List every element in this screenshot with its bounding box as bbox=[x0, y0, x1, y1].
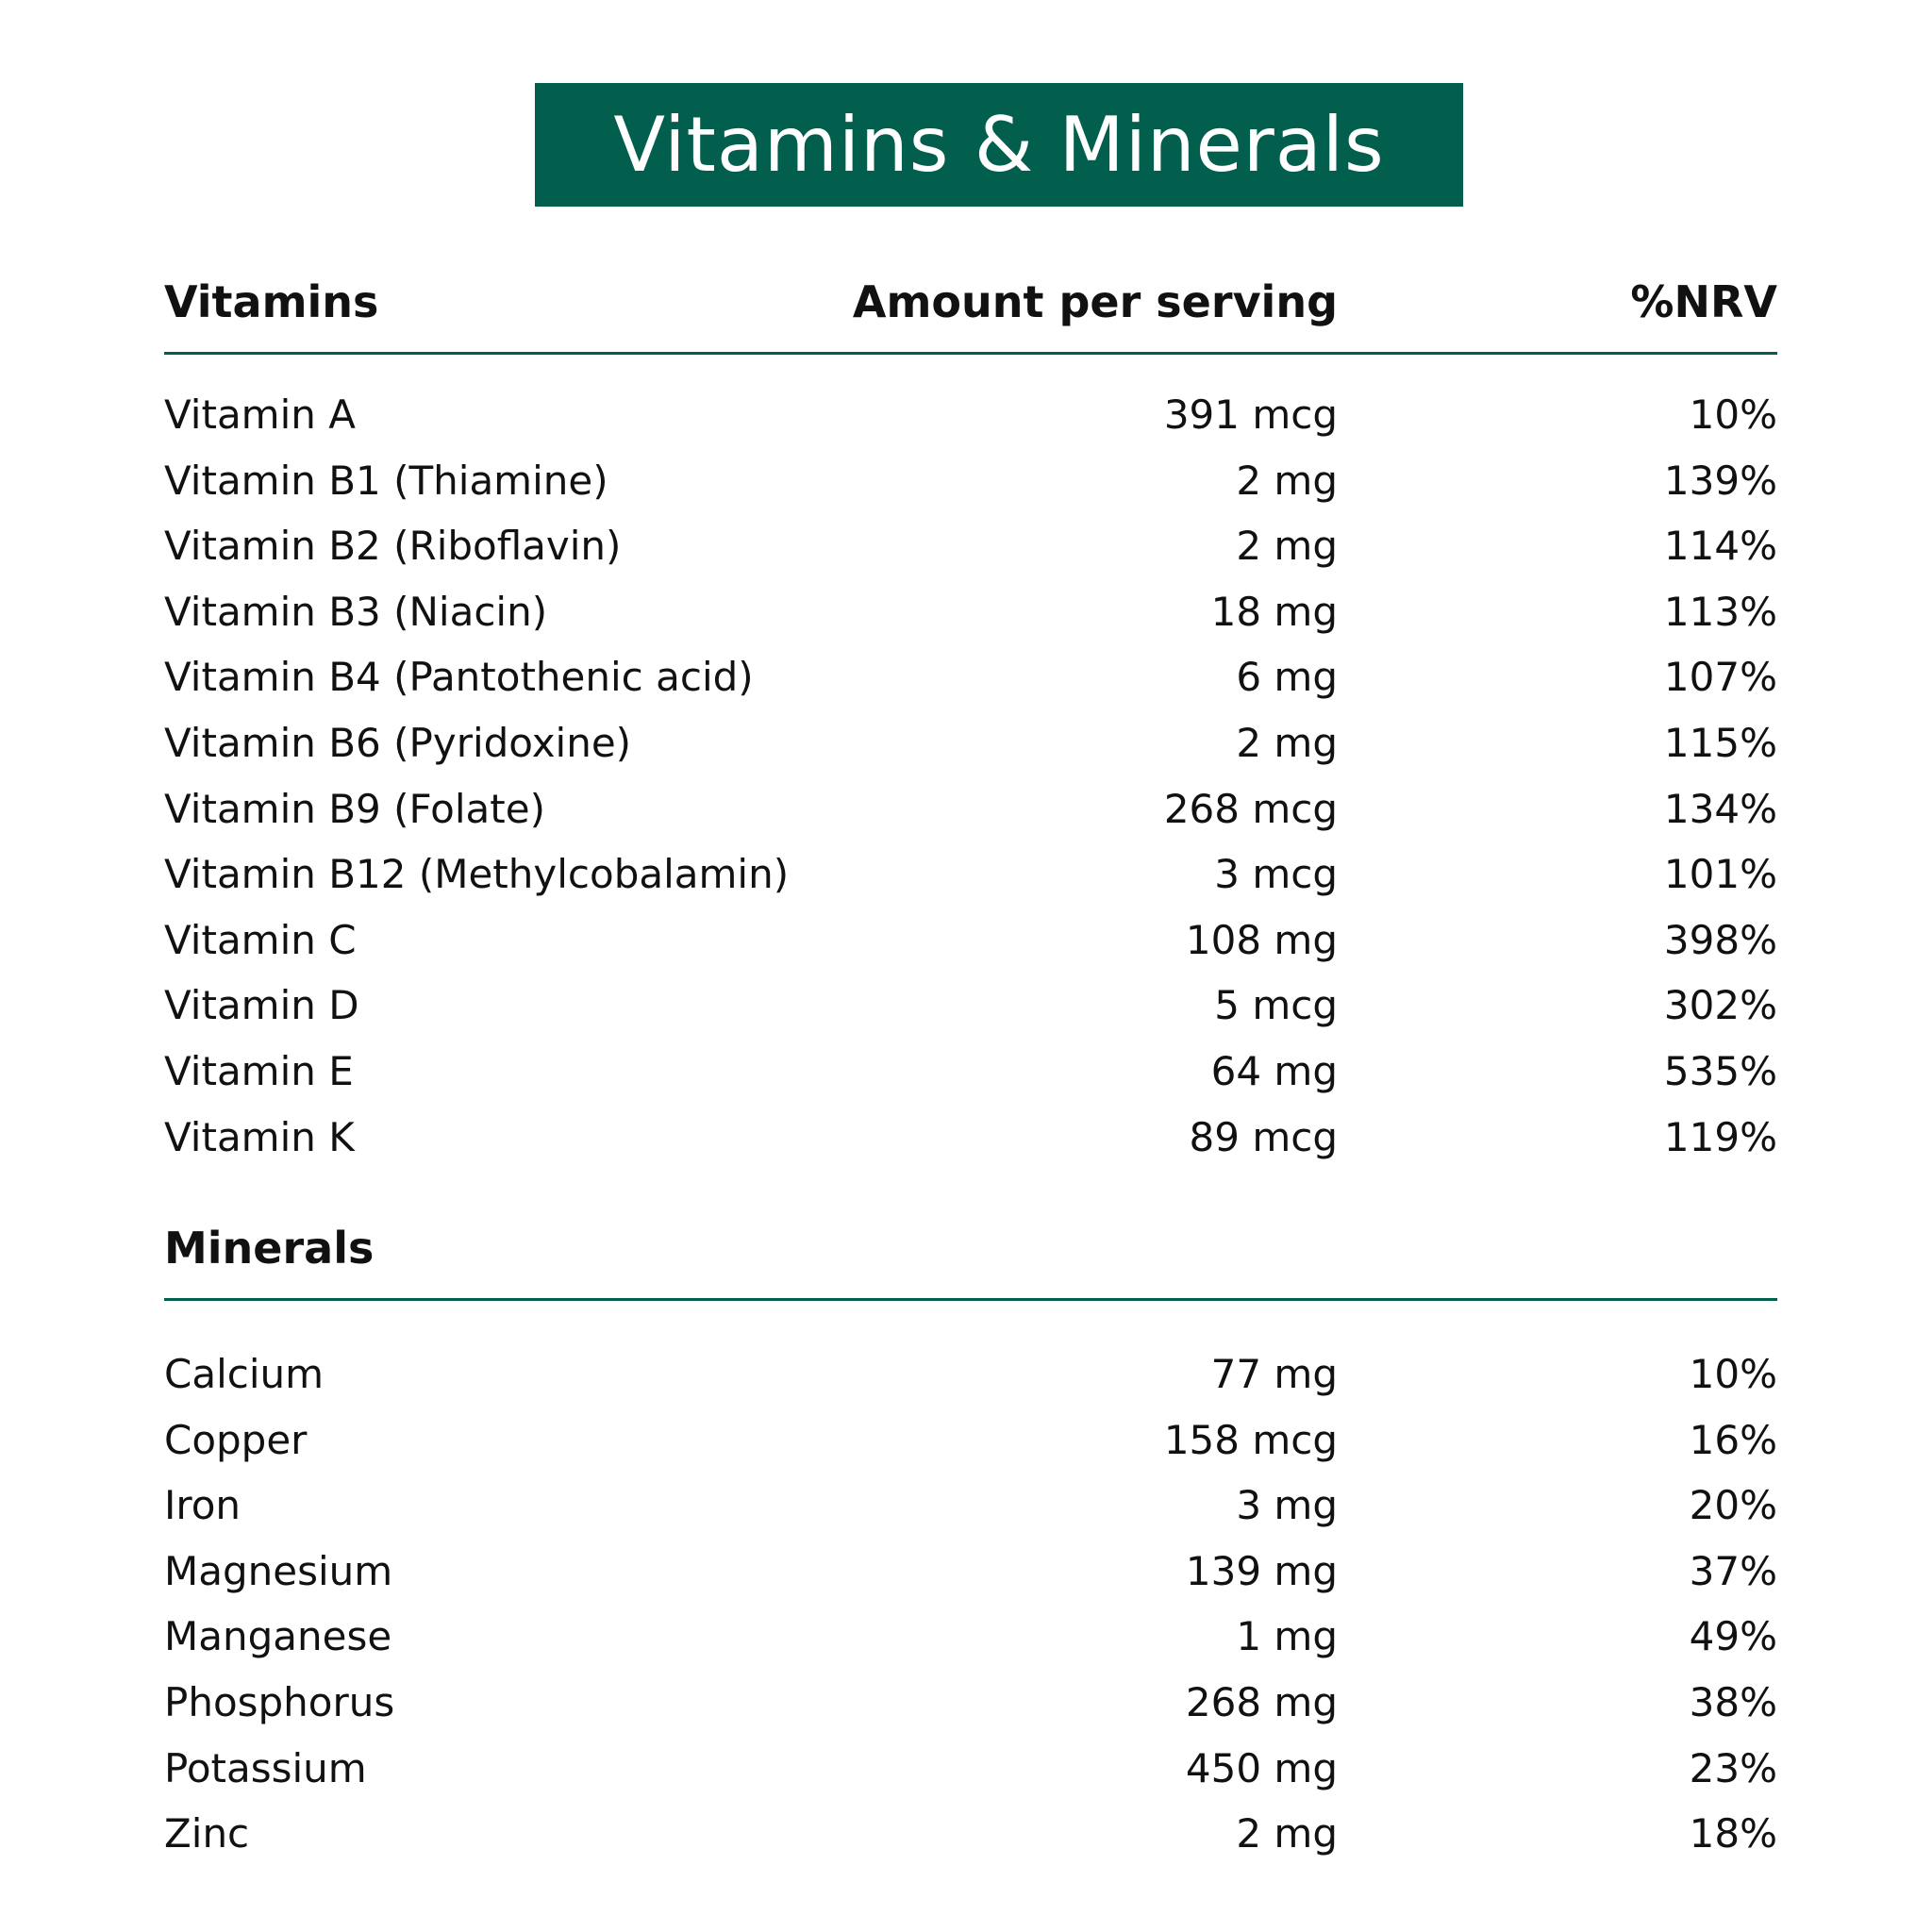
table-row bbox=[164, 1412, 1777, 1478]
amount-per-serving: 158 mcg bbox=[1163, 1416, 1338, 1463]
amount-per-serving: 268 mg bbox=[1185, 1678, 1338, 1725]
nutrient-name: Vitamin B9 (Folate) bbox=[164, 785, 545, 832]
nrv-percent: 113% bbox=[1663, 588, 1777, 635]
nutrient-name: Calcium bbox=[164, 1351, 325, 1397]
amount-per-serving: 3 mcg bbox=[1214, 851, 1338, 898]
nrv-percent: 114% bbox=[1663, 523, 1777, 570]
amount-per-serving: 1 mg bbox=[1236, 1613, 1338, 1660]
nrv-percent: 107% bbox=[1663, 654, 1777, 701]
nutrient-name: Magnesium bbox=[164, 1547, 393, 1594]
table-row bbox=[164, 518, 1777, 584]
amount-per-serving: 450 mg bbox=[1185, 1744, 1338, 1791]
vitamins-heading: Vitamins bbox=[164, 276, 379, 327]
table-row bbox=[164, 387, 1777, 453]
nrv-percent: 10% bbox=[1689, 1351, 1777, 1397]
amount-column-header: Amount per serving bbox=[852, 276, 1338, 327]
amount-per-serving: 89 mcg bbox=[1189, 1113, 1338, 1160]
nrv-percent: 38% bbox=[1689, 1678, 1777, 1725]
nutrient-name: Potassium bbox=[164, 1744, 367, 1791]
nutrient-name: Iron bbox=[164, 1482, 242, 1529]
nutrient-name: Vitamin K bbox=[164, 1113, 355, 1160]
minerals-divider bbox=[164, 1298, 1777, 1301]
table-row bbox=[164, 1806, 1777, 1872]
table-row bbox=[164, 781, 1777, 847]
nutrient-name: Vitamin B1 (Thiamine) bbox=[164, 457, 608, 504]
nutrient-name: Manganese bbox=[164, 1613, 392, 1660]
amount-per-serving: 18 mg bbox=[1210, 588, 1338, 635]
nutrient-name: Copper bbox=[164, 1416, 308, 1463]
nrv-percent: 302% bbox=[1663, 982, 1777, 1029]
nrv-percent: 10% bbox=[1689, 391, 1777, 438]
vitamins-table bbox=[164, 387, 1777, 1174]
nutrient-name: Vitamin B4 (Pantothenic acid) bbox=[164, 654, 754, 701]
nutrient-name: Phosphorus bbox=[164, 1678, 395, 1725]
table-row bbox=[164, 912, 1777, 978]
minerals-table bbox=[164, 1346, 1777, 1872]
table-row bbox=[164, 1608, 1777, 1674]
amount-per-serving: 2 mg bbox=[1236, 523, 1338, 570]
table-row bbox=[164, 1740, 1777, 1807]
nrv-column-header: %NRV bbox=[1630, 276, 1777, 327]
table-row bbox=[164, 1674, 1777, 1740]
amount-per-serving: 2 mg bbox=[1236, 719, 1338, 766]
table-row bbox=[164, 584, 1777, 650]
vitamins-header bbox=[164, 274, 1777, 330]
table-row bbox=[164, 649, 1777, 715]
title-banner bbox=[535, 83, 1463, 207]
nutrient-name: Vitamin B6 (Pyridoxine) bbox=[164, 719, 632, 766]
table-row bbox=[164, 1346, 1777, 1412]
page-title: Vitamins & Minerals bbox=[613, 101, 1385, 189]
nutrient-name: Zinc bbox=[164, 1810, 250, 1857]
nutrient-name: Vitamin A bbox=[164, 391, 356, 438]
nrv-percent: 139% bbox=[1663, 457, 1777, 504]
nrv-percent: 23% bbox=[1689, 1744, 1777, 1791]
nrv-percent: 134% bbox=[1663, 785, 1777, 832]
amount-per-serving: 6 mg bbox=[1236, 654, 1338, 701]
amount-per-serving: 108 mg bbox=[1185, 916, 1338, 963]
amount-per-serving: 2 mg bbox=[1236, 1810, 1338, 1857]
table-row bbox=[164, 453, 1777, 519]
nrv-percent: 18% bbox=[1689, 1810, 1777, 1857]
amount-per-serving: 77 mg bbox=[1210, 1351, 1338, 1397]
amount-per-serving: 3 mg bbox=[1236, 1482, 1338, 1529]
table-row bbox=[164, 1043, 1777, 1109]
table-row bbox=[164, 1109, 1777, 1175]
nutrient-name: Vitamin D bbox=[164, 982, 359, 1029]
amount-per-serving: 64 mg bbox=[1210, 1047, 1338, 1094]
table-row bbox=[164, 715, 1777, 781]
table-row bbox=[164, 1477, 1777, 1543]
nutrient-name: Vitamin B12 (Methylcobalamin) bbox=[164, 851, 790, 898]
nrv-percent: 115% bbox=[1663, 719, 1777, 766]
amount-per-serving: 2 mg bbox=[1236, 457, 1338, 504]
nrv-percent: 37% bbox=[1689, 1547, 1777, 1594]
nutrient-name: Vitamin C bbox=[164, 916, 357, 963]
nrv-percent: 119% bbox=[1663, 1113, 1777, 1160]
amount-per-serving: 139 mg bbox=[1185, 1547, 1338, 1594]
nrv-percent: 20% bbox=[1689, 1482, 1777, 1529]
nrv-percent: 535% bbox=[1663, 1047, 1777, 1094]
nrv-percent: 398% bbox=[1663, 916, 1777, 963]
amount-per-serving: 5 mcg bbox=[1214, 982, 1338, 1029]
nrv-percent: 101% bbox=[1663, 851, 1777, 898]
minerals-header bbox=[164, 1220, 1777, 1276]
vitamins-divider bbox=[164, 352, 1777, 355]
amount-per-serving: 391 mcg bbox=[1163, 391, 1338, 438]
minerals-heading: Minerals bbox=[164, 1223, 375, 1274]
nutrient-name: Vitamin E bbox=[164, 1047, 354, 1094]
table-row bbox=[164, 1543, 1777, 1609]
nrv-percent: 49% bbox=[1689, 1613, 1777, 1660]
nrv-percent: 16% bbox=[1689, 1416, 1777, 1463]
amount-per-serving: 268 mcg bbox=[1163, 785, 1338, 832]
table-row bbox=[164, 846, 1777, 912]
nutrient-name: Vitamin B2 (Riboflavin) bbox=[164, 523, 622, 570]
nutrient-name: Vitamin B3 (Niacin) bbox=[164, 588, 548, 635]
table-row bbox=[164, 977, 1777, 1043]
